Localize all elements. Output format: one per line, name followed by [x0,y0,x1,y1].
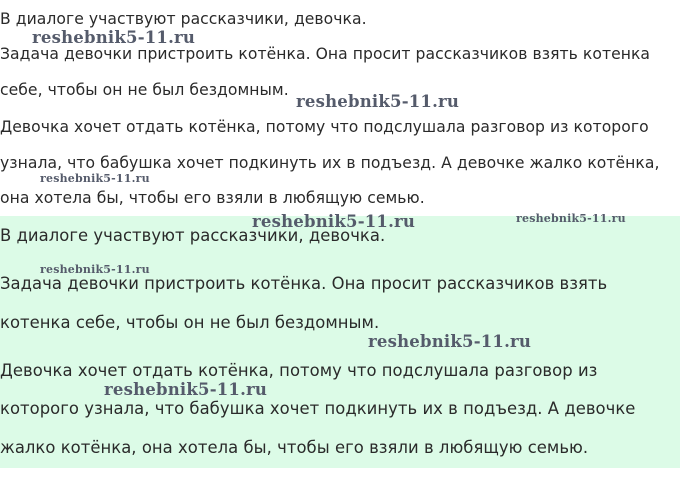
answer-1-line-1: В диалоге участвуют рассказчики, девочка. [0,10,367,28]
watermark: reshebnik5-11.ru [252,212,416,231]
watermark: reshebnik5-11.ru [104,380,268,399]
watermark: reshebnik5-11.ru [368,332,532,351]
answer-block-2 [0,216,680,468]
answer-1-line-2: Задача девочки пристроить котёнка. Она просит рассказчиков взять котенка [0,45,651,63]
answer-2-line-5: которого узнала, что бабушка хочет подкинуть их в подъезд. А девочке [0,399,636,418]
answer-1-line-4: Девочка хочет отдать котёнка, потому что подслушала разговор из которого [0,118,649,136]
answer-1-line-5: узнала, что бабушка хочет подкинуть их в подъезд. А девочке жалко котёнка, [0,154,660,172]
watermark: reshebnik5-11.ru [40,172,150,185]
watermark: reshebnik5-11.ru [32,28,196,47]
watermark: reshebnik5-11.ru [516,212,626,225]
answer-1-line-6: она хотела бы, чтобы его взяли в любящую семью. [0,189,425,207]
answer-2-line-1: В диалоге участвуют рассказчики, девочка. [0,226,386,245]
watermark: reshebnik5-11.ru [40,263,150,276]
answer-2-line-3: котенка себе, чтобы он не был бездомным. [0,313,380,332]
answer-2-line-6: жалко котёнка, она хотела бы, чтобы его взяли в любящую семью. [0,438,589,457]
answer-1-line-3: себе, чтобы он не был бездомным. [0,81,289,99]
answer-2-line-2: Задача девочки пристроить котёнка. Она просит рассказчиков взять [0,274,608,293]
answer-2-line-4: Девочка хочет отдать котёнка, потому что подслушала разговор из [0,361,598,380]
watermark: reshebnik5-11.ru [296,92,460,111]
